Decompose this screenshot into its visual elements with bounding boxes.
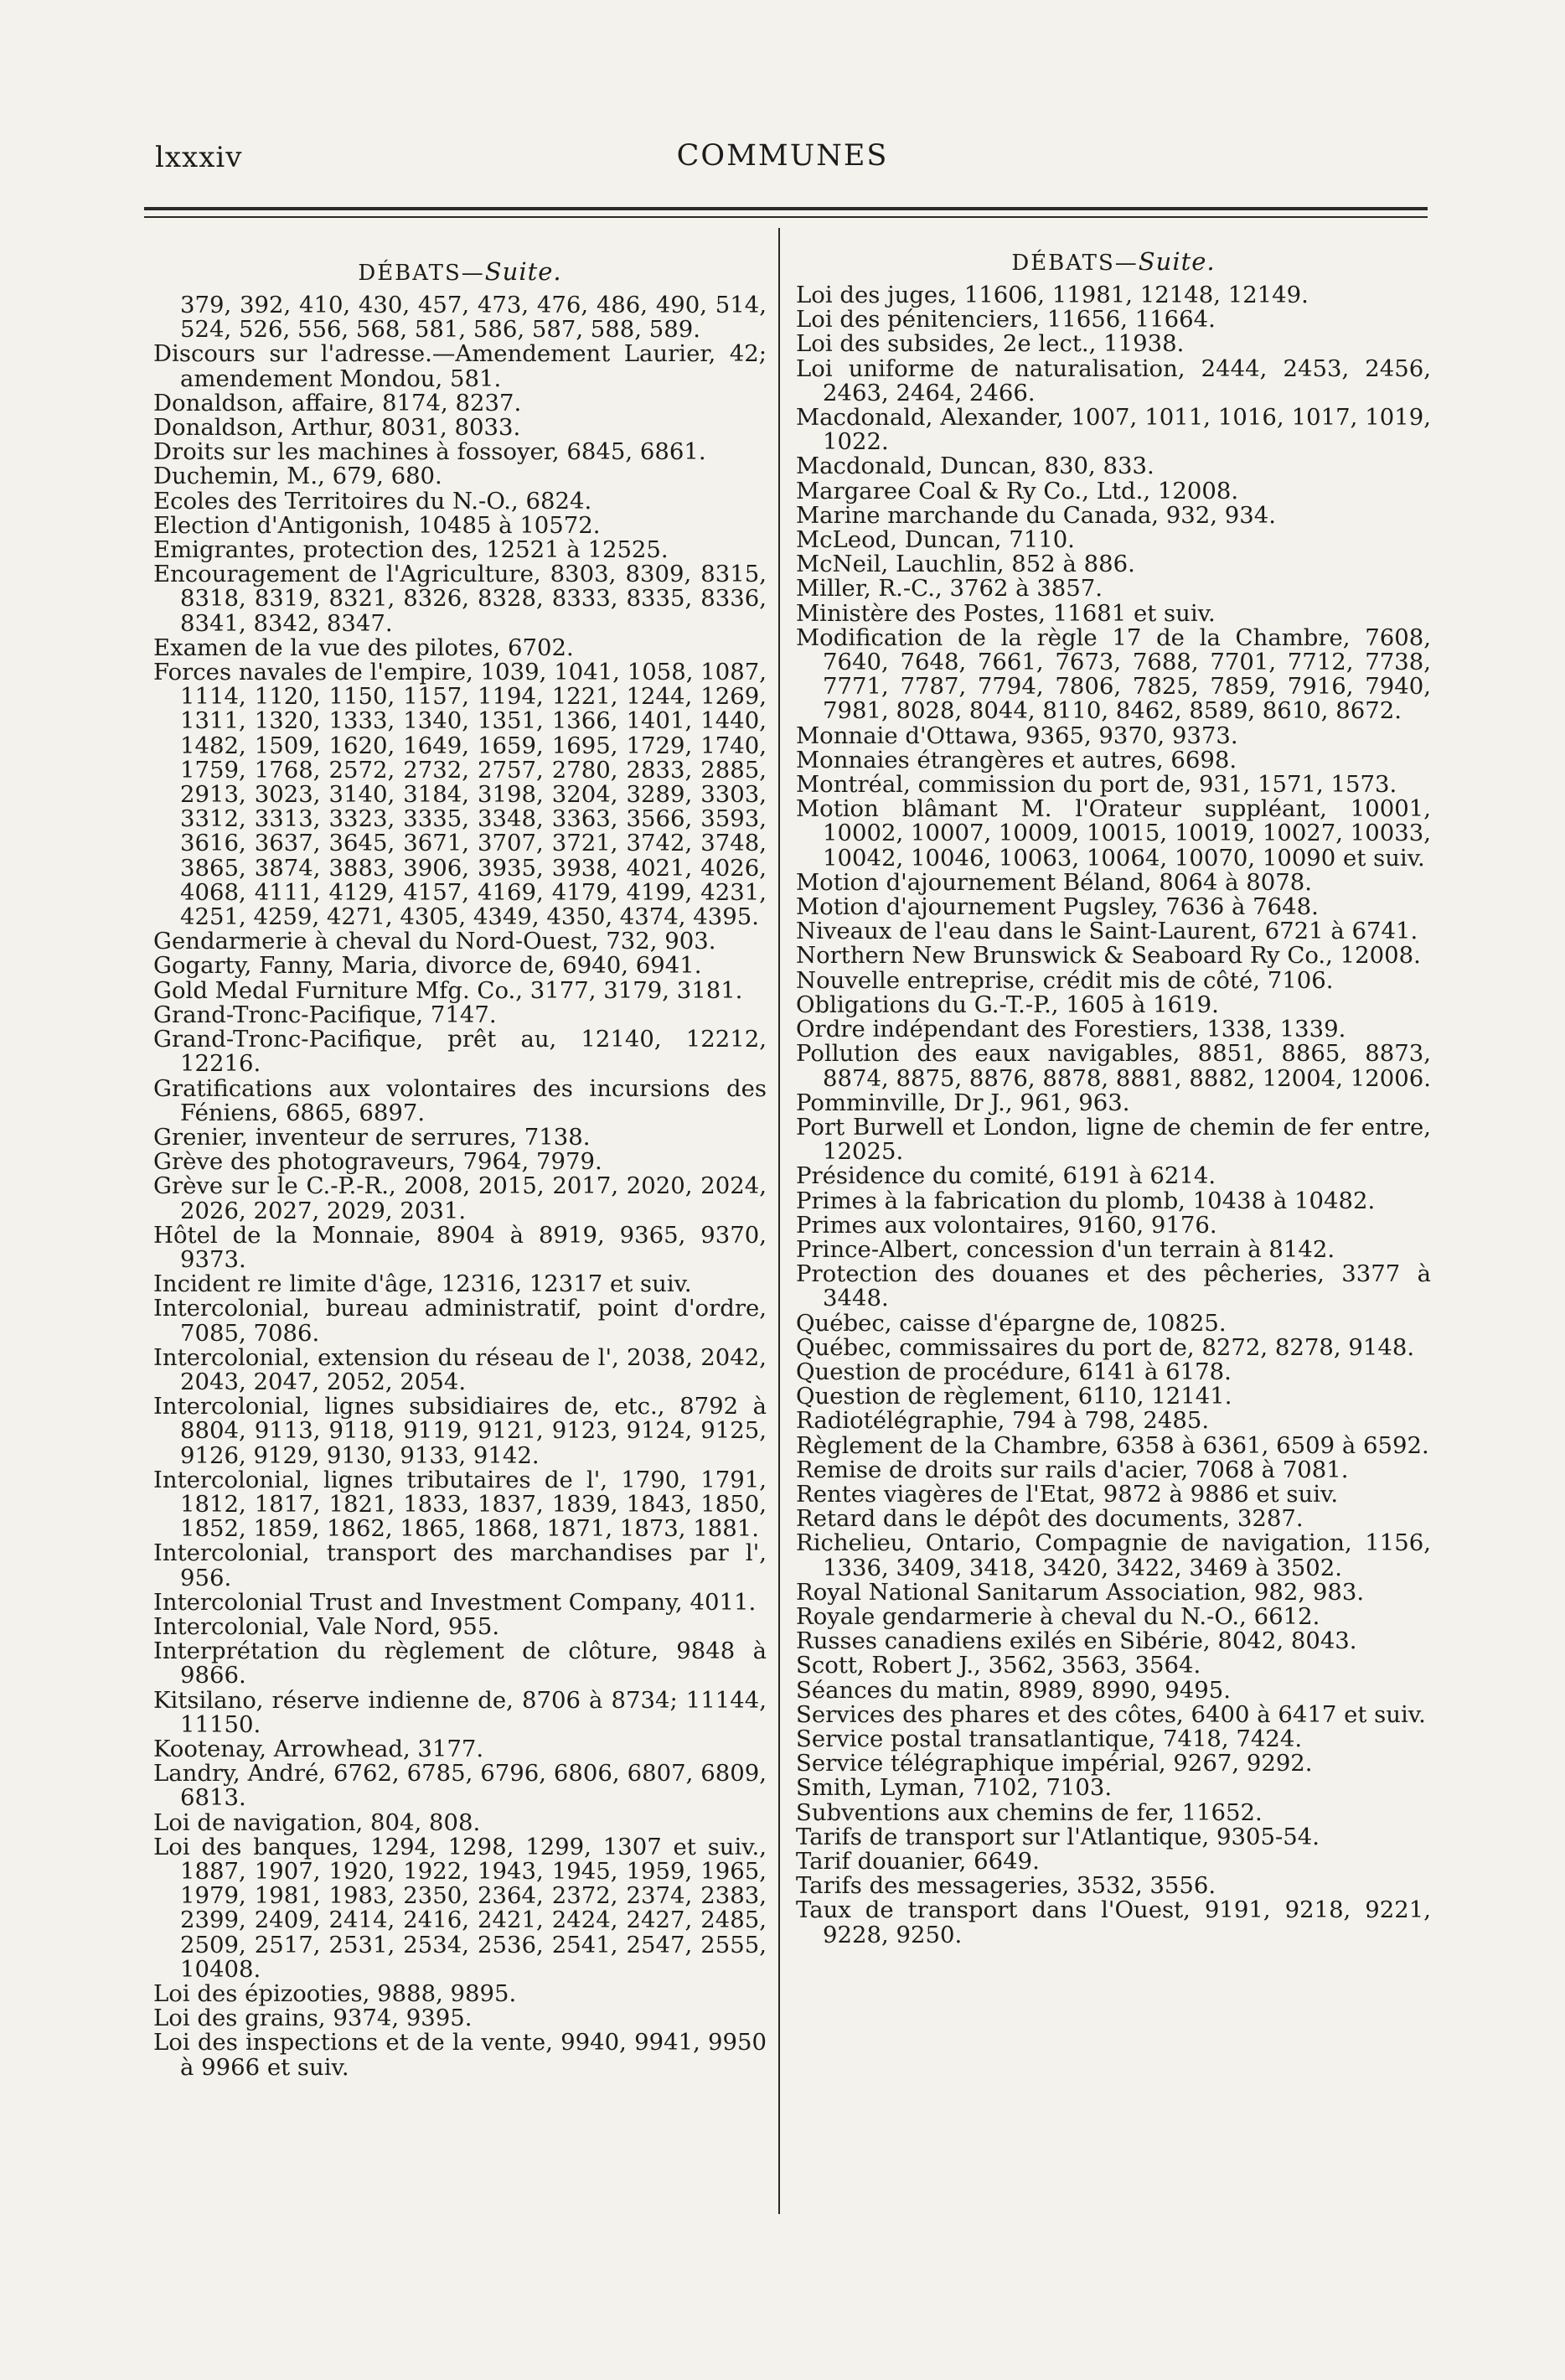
index-entry: McNeil, Lauchlin, 852 à 886. bbox=[796, 551, 1135, 578]
index-entry: Motion d'ajournement Pugsley, 7636 à 7648. bbox=[796, 893, 1319, 921]
index-entry: Grenier, inventeur de serrures, 7138. bbox=[153, 1123, 591, 1151]
header-rule-thick bbox=[144, 207, 1428, 210]
index-entry: Loi des juges, 11606, 11981, 12148, 12149. bbox=[796, 282, 1309, 308]
right-column bbox=[796, 247, 1432, 1948]
index-entry: Marine marchande du Canada, 932, 934. bbox=[796, 501, 1276, 529]
index-entry: Pollution des eaux navigables, 8851, 8865, 8873, 8874, 8875, 8876, 8878, 8881, 8882, 12004, 12006. bbox=[796, 1040, 1431, 1092]
index-entry: Séances du matin, 8989, 8990, 9495. bbox=[796, 1676, 1231, 1704]
index-entry: Loi des épizooties, 9888, 9895. bbox=[153, 1980, 517, 2008]
index-entry: Grand-Tronc-Pacifique, 7147. bbox=[153, 1001, 497, 1028]
section-heading-label: DÉBATS— bbox=[358, 261, 485, 286]
index-entry: Hôtel de la Monnaie, 8904 à 8919, 9365, 9370, 9373. bbox=[153, 1221, 767, 1273]
index-entry: Loi des pénitenciers, 11656, 11664. bbox=[796, 306, 1216, 334]
index-entry: Gratifications aux volontaires des incursions des Féniens, 6865, 6897. bbox=[153, 1074, 767, 1126]
index-entry: Encouragement de l'Agriculture, 8303, 8309, 8315, 8318, 8319, 8321, 8326, 8328, 8333, 8335, 8336, 8341, 8342, 8347. bbox=[153, 561, 767, 637]
index-entry: Prince-Albert, concession d'un terrain à 8142. bbox=[796, 1235, 1335, 1263]
index-entry: Duchemin, M., 679, 680. bbox=[153, 463, 442, 490]
index-entry: Russes canadiens exilés en Sibérie, 8042, 8043. bbox=[796, 1627, 1357, 1655]
index-entry: Protection des douanes et des pêcheries, 3377 à 3448. bbox=[796, 1260, 1431, 1312]
index-entry: Interprétation du règlement de clôture, 9848 à 9866. bbox=[153, 1638, 767, 1689]
index-entry: Primes aux volontaires, 9160, 9176. bbox=[796, 1211, 1217, 1239]
index-entry: Montréal, commission du port de, 931, 1571, 1573. bbox=[796, 771, 1397, 799]
index-entry: Grève des photograveurs, 7964, 7979. bbox=[153, 1148, 602, 1176]
index-entry: McLeod, Duncan, 7110. bbox=[796, 526, 1075, 554]
index-entry: Ministère des Postes, 11681 et suiv. bbox=[796, 599, 1216, 627]
left-entry-list bbox=[153, 293, 767, 2080]
index-entry: Subventions aux chemins de fer, 11652. bbox=[796, 1798, 1263, 1826]
index-entry: Smith, Lyman, 7102, 7103. bbox=[796, 1774, 1113, 1802]
page-number: lxxxiv bbox=[155, 141, 243, 174]
index-entry: Kitsilano, réserve indienne de, 8706 à 8734; 11144, 11150. bbox=[153, 1686, 767, 1738]
index-entry: Royale gendarmerie à cheval du N.-O., 6612. bbox=[796, 1602, 1320, 1630]
section-heading-suite: Suite. bbox=[484, 257, 562, 286]
left-column bbox=[153, 250, 767, 2080]
index-entry: Incident re limite d'âge, 12316, 12317 et suiv. bbox=[153, 1270, 692, 1298]
index-entry: Primes à la fabrication du plomb, 10438 à 10482. bbox=[796, 1187, 1376, 1214]
index-entry: Port Burwell et London, ligne de chemin de fer entre, 12025. bbox=[796, 1113, 1431, 1166]
index-entry: Forces navales de l'empire, 1039, 1041, 1058, 1087, 1114, 1120, 1150, 1157, 1194, 1221, 1244, 1269, 1311, 1320, 1333, 1340, 1351, 1366, 1401, 1440, 1482, 1509, 1620, 1649, 1659, 1695, 1729, 1740, 1759, 1768, 2572, 2732, 2757, 2780, 2833, 2885, 2913, 3023, 3140, 3184, 3198, 3204, 3289, 3303, 3312, 3313, 3323, 3335, 3348, 3363, 3566, 3593, 3616, 3637, 3645, 3671, 3707, 3721, 3742, 3748, 3865, 3874, 3883, 3906, 3935, 3938, 4021, 4026, 4068, 4111, 4129, 4157, 4169, 4179, 4199, 4231, 4251, 4259, 4271, 4305, 4349, 4350, 4374, 4395. bbox=[153, 659, 767, 931]
index-entry: Kootenay, Arrowhead, 3177. bbox=[153, 1735, 484, 1762]
index-entry: Gogarty, Fanny, Maria, divorce de, 6940, 6941. bbox=[153, 952, 702, 980]
index-entry: Question de procédure, 6141 à 6178. bbox=[796, 1358, 1232, 1385]
index-entry: Loi des banques, 1294, 1298, 1299, 1307 et suiv., 1887, 1907, 1920, 1922, 1943, 1945, 1959, 1965, 1979, 1981, 1983, 2350, 2364, 2372, 2374, 2383, 2399, 2409, 2414, 2416, 2421, 2424, 2427, 2485, 2509, 2517, 2531, 2534, 2536, 2541, 2547, 2555, 10408. bbox=[153, 1833, 767, 1983]
index-entry: Loi des subsides, 2e lect., 11938. bbox=[796, 330, 1185, 358]
index-entry: Landry, André, 6762, 6785, 6796, 6806, 6807, 6809, 6813. bbox=[153, 1760, 767, 1812]
index-entry: Tarifs de transport sur l'Atlantique, 9305-54. bbox=[796, 1823, 1320, 1850]
index-entry: Service postal transatlantique, 7418, 7424. bbox=[796, 1725, 1303, 1752]
index-entry: Québec, commissaires du port de, 8272, 8278, 9148. bbox=[796, 1333, 1415, 1361]
index-entry: Services des phares et des côtes, 6400 à 6417 et suiv. bbox=[796, 1700, 1426, 1728]
running-head-title: COMMUNES bbox=[676, 139, 889, 173]
index-entry: Taux de transport dans l'Ouest, 9191, 9218, 9221, 9228, 9250. bbox=[796, 1896, 1431, 1948]
index-entry: Loi uniforme de naturalisation, 2444, 2453, 2456, 2463, 2464, 2466. bbox=[796, 354, 1431, 406]
index-entry: Monnaies étrangères et autres, 6698. bbox=[796, 746, 1237, 774]
section-heading bbox=[796, 247, 1431, 276]
index-entry: Scott, Robert J., 3562, 3563, 3564. bbox=[796, 1652, 1201, 1679]
index-entry: Radiotélégraphie, 794 à 798, 2485. bbox=[796, 1407, 1210, 1435]
index-entry: Emigrantes, protection des, 12521 à 12525. bbox=[153, 536, 669, 564]
index-entry: Présidence du comité, 6191 à 6214. bbox=[796, 1162, 1216, 1190]
index-entry: Intercolonial, bureau administratif, point d'ordre, 7085, 7086. bbox=[153, 1295, 767, 1347]
index-entry: Retard dans le dépôt des documents, 3287. bbox=[796, 1505, 1304, 1533]
section-heading-label: DÉBATS— bbox=[1011, 251, 1139, 276]
index-entry: Richelieu, Ontario, Compagnie de navigation, 1156, 1336, 3409, 3418, 3420, 3422, 3469 à 3502. bbox=[796, 1529, 1431, 1581]
index-entry: Miller, R.-C., 3762 à 3857. bbox=[796, 575, 1103, 603]
index-entry: Motion blâmant M. l'Orateur suppléant, 10001, 10002, 10007, 10009, 10015, 10019, 10027, 10033, 10042, 10046, 10063, 10064, 10070, 10090 et suiv. bbox=[796, 795, 1432, 872]
index-entry: Loi des grains, 9374, 9395. bbox=[153, 2005, 473, 2032]
index-entry: Tarif douanier, 6649. bbox=[796, 1848, 1040, 1875]
section-heading-suite: Suite. bbox=[1138, 247, 1216, 276]
index-entry: Intercolonial, extension du réseau de l', 2038, 2042, 2043, 2047, 2052, 2054. bbox=[153, 1343, 767, 1395]
column-divider bbox=[778, 228, 780, 2214]
index-entry: Intercolonial Trust and Investment Company, 4011. bbox=[153, 1588, 757, 1616]
index-entry: Gendarmerie à cheval du Nord-Ouest, 732, 903. bbox=[153, 928, 716, 955]
index-entry: Royal National Sanitarum Association, 982, 983. bbox=[796, 1578, 1365, 1606]
index-entry: Pomminville, Dr J., 961, 963. bbox=[796, 1089, 1130, 1116]
index-entry: Remise de droits sur rails d'acier, 7068 à 7081. bbox=[796, 1456, 1349, 1483]
index-entry: Règlement de la Chambre, 6358 à 6361, 6509 à 6592. bbox=[796, 1431, 1429, 1459]
index-entry: Intercolonial, Vale Nord, 955. bbox=[153, 1612, 500, 1640]
index-entry: Intercolonial, lignes subsidiaires de, etc., 8792 à 8804, 9113, 9118, 9119, 9121, 9123, 9124, 9125, 9126, 9129, 9130, 9133, 9142. bbox=[153, 1393, 767, 1469]
index-entry: Examen de la vue des pilotes, 6702. bbox=[153, 634, 574, 661]
index-entry: Tarifs des messageries, 3532, 3556. bbox=[796, 1872, 1216, 1900]
index-entry: Québec, caisse d'épargne de, 10825. bbox=[796, 1309, 1227, 1337]
index-entry: Grand-Tronc-Pacifique, prêt au, 12140, 12212, 12216. bbox=[153, 1026, 767, 1078]
header-rule-thin bbox=[144, 216, 1428, 218]
index-entry: Niveaux de l'eau dans le Saint-Laurent, 6721 à 6741. bbox=[796, 918, 1418, 945]
index-entry: Grève sur le C.-P.-R., 2008, 2015, 2017, 2020, 2024, 2026, 2027, 2029, 2031. bbox=[153, 1172, 767, 1224]
index-entry: 379, 392, 410, 430, 457, 473, 476, 486, 490, 514, 524, 526, 556, 568, 581, 586, 587, 588, 589. bbox=[180, 292, 767, 344]
index-entry: Monnaie d'Ottawa, 9365, 9370, 9373. bbox=[796, 722, 1238, 749]
index-entry: Loi de navigation, 804, 808. bbox=[153, 1808, 481, 1836]
index-entry: Macdonald, Duncan, 830, 833. bbox=[796, 453, 1154, 480]
index-entry: Nouvelle entreprise, crédit mis de côté, 7106. bbox=[796, 966, 1334, 994]
index-entry: Droits sur les machines à fossoyer, 6845, 6861. bbox=[153, 438, 706, 466]
index-entry: Question de règlement, 6110, 12141. bbox=[796, 1383, 1232, 1410]
index-entry: Service télégraphique impérial, 9267, 9292. bbox=[796, 1750, 1313, 1777]
index-entry: Gold Medal Furniture Mfg. Co., 3177, 3179, 3181. bbox=[153, 976, 743, 1004]
index-entry: Motion d'ajournement Béland, 8064 à 8078. bbox=[796, 868, 1312, 896]
index-entry: Intercolonial, transport des marchandises par l', 956. bbox=[153, 1539, 767, 1591]
index-entry: Donaldson, Arthur, 8031, 8033. bbox=[153, 414, 521, 442]
index-entry: Macdonald, Alexander, 1007, 1011, 1016, 1017, 1019, 1022. bbox=[796, 404, 1431, 456]
index-entry: Rentes viagères de l'Etat, 9872 à 9886 et suiv. bbox=[796, 1480, 1339, 1508]
index-entry: Ecoles des Territoires du N.-O., 6824. bbox=[153, 487, 592, 515]
index-entry: Discours sur l'adresse.—Amendement Laurier, 42; amendement Mondou, 581. bbox=[153, 340, 767, 392]
index-entry: Ordre indépendant des Forestiers, 1338, 1339. bbox=[796, 1016, 1346, 1043]
index-entry: Obligations du G.-T.-P., 1605 à 1619. bbox=[796, 991, 1219, 1018]
index-entry: Margaree Coal & Ry Co., Ltd., 12008. bbox=[796, 477, 1239, 504]
index-entry: Donaldson, affaire, 8174, 8237. bbox=[153, 389, 522, 416]
section-heading bbox=[153, 257, 767, 286]
right-entry-list bbox=[796, 283, 1431, 1948]
index-entry: Loi des inspections et de la vente, 9940, 9941, 9950 à 9966 et suiv. bbox=[153, 2029, 767, 2081]
index-entry: Election d'Antigonish, 10485 à 10572. bbox=[153, 511, 601, 539]
index-entry: Modification de la règle 17 de la Chambre, 7608, 7640, 7648, 7661, 7673, 7688, 7701, 7712, 7738, 7771, 7787, 7794, 7806, 7825, 7859, 7916, 7940, 7981, 8028, 8044, 8110, 8462, 8589, 8610, 8672. bbox=[796, 623, 1431, 725]
index-entry: Northern New Brunswick & Seaboard Ry Co., 12008. bbox=[796, 942, 1421, 970]
index-entry: Intercolonial, lignes tributaires de l', 1790, 1791, 1812, 1817, 1821, 1833, 1837, 1839, 1843, 1850, 1852, 1859, 1862, 1865, 1868, 1871, 1873, 1881. bbox=[153, 1466, 767, 1543]
